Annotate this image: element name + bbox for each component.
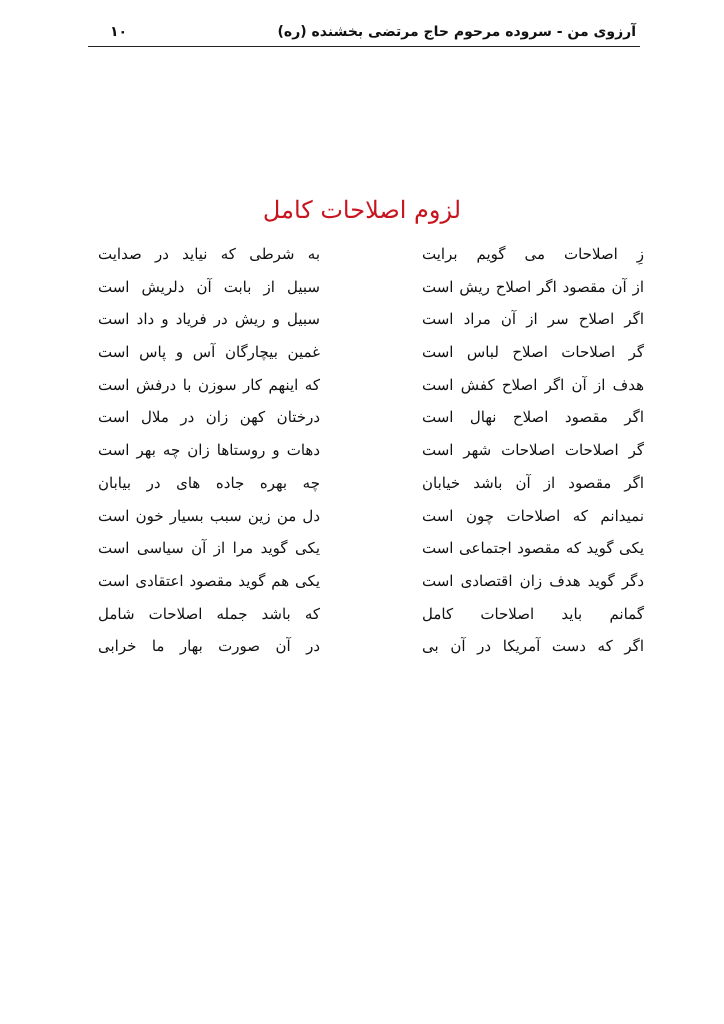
- page-number: ۱۰: [110, 24, 128, 40]
- couplet: [92, 469, 644, 502]
- second-hemistich: غمین بیچارگان آس و پاس است: [98, 343, 320, 362]
- couplet: [92, 338, 644, 371]
- second-hemistich: دل من زین سبب بسیار خون است: [98, 506, 320, 525]
- couplet: [92, 371, 644, 404]
- first-hemistich: اگر اصلاح سر از آن مراد است: [422, 310, 644, 329]
- couplet: [92, 502, 644, 535]
- couplet: [92, 600, 644, 633]
- first-hemistich: گمانم باید اصلاحات کامل: [422, 604, 644, 623]
- second-hemistich: دهات و روستاها زان چه بهر است: [98, 441, 320, 460]
- second-hemistich: که باشد جمله اصلاحات شامل: [98, 604, 320, 623]
- couplet: [92, 567, 644, 600]
- second-hemistich: به شرطی که نیاید در صدایت: [98, 245, 320, 263]
- couplet: [92, 436, 644, 469]
- couplet: [92, 632, 644, 665]
- second-hemistich: در آن صورت بهار ما خرابی: [98, 637, 320, 656]
- first-hemistich: زِ اصلاحات می گویم برایت: [422, 245, 644, 263]
- first-hemistich: اگر که دست آمریکا در آن بی: [422, 637, 644, 656]
- running-header-title: آرزوی من - سروده مرحوم حاج مرتضی بخشنده (ره): [277, 24, 636, 40]
- couplet: [92, 273, 644, 306]
- couplet: [92, 534, 644, 567]
- page-header: [88, 20, 640, 47]
- first-hemistich: از آن مقصود اگر اصلاح ریش است: [422, 277, 644, 296]
- first-hemistich: گر اصلاحات اصلاحات شهر است: [422, 441, 644, 460]
- second-hemistich: یکی هم گوید مقصود اعتقادی است: [98, 571, 320, 590]
- second-hemistich: درختان کهن زان در ملال است: [98, 408, 320, 427]
- first-hemistich: گر اصلاحات اصلاح لباس است: [422, 343, 644, 362]
- second-hemistich: یکی گوید مرا از آن سیاسی است: [98, 539, 320, 558]
- first-hemistich: نمیدانم که اصلاحات چون است: [422, 506, 644, 525]
- poem-title: لزوم اصلاحات کامل: [262, 196, 462, 224]
- second-hemistich: چه بهره جاده های در بیابان: [98, 473, 320, 492]
- first-hemistich: هدف از آن اگر اصلاح کفش است: [422, 375, 644, 394]
- first-hemistich: اگر مقصود اصلاح نهال است: [422, 408, 644, 427]
- first-hemistich: یکی گوید که مقصود اجتماعی است: [422, 539, 644, 558]
- second-hemistich: که اینهم کار سوزن با درفش است: [98, 375, 320, 394]
- couplet: [92, 240, 644, 273]
- second-hemistich: سبیل از بابت آن دلریش است: [98, 277, 320, 296]
- couplet: [92, 305, 644, 338]
- first-hemistich: اگر مقصود از آن باشد خیابان: [422, 473, 644, 492]
- couplet: [92, 403, 644, 436]
- poem-verses: [92, 240, 644, 665]
- second-hemistich: سبیل و ریش در فریاد و داد است: [98, 310, 320, 329]
- first-hemistich: دگر گوید هدف زان اقتصادی است: [422, 571, 644, 590]
